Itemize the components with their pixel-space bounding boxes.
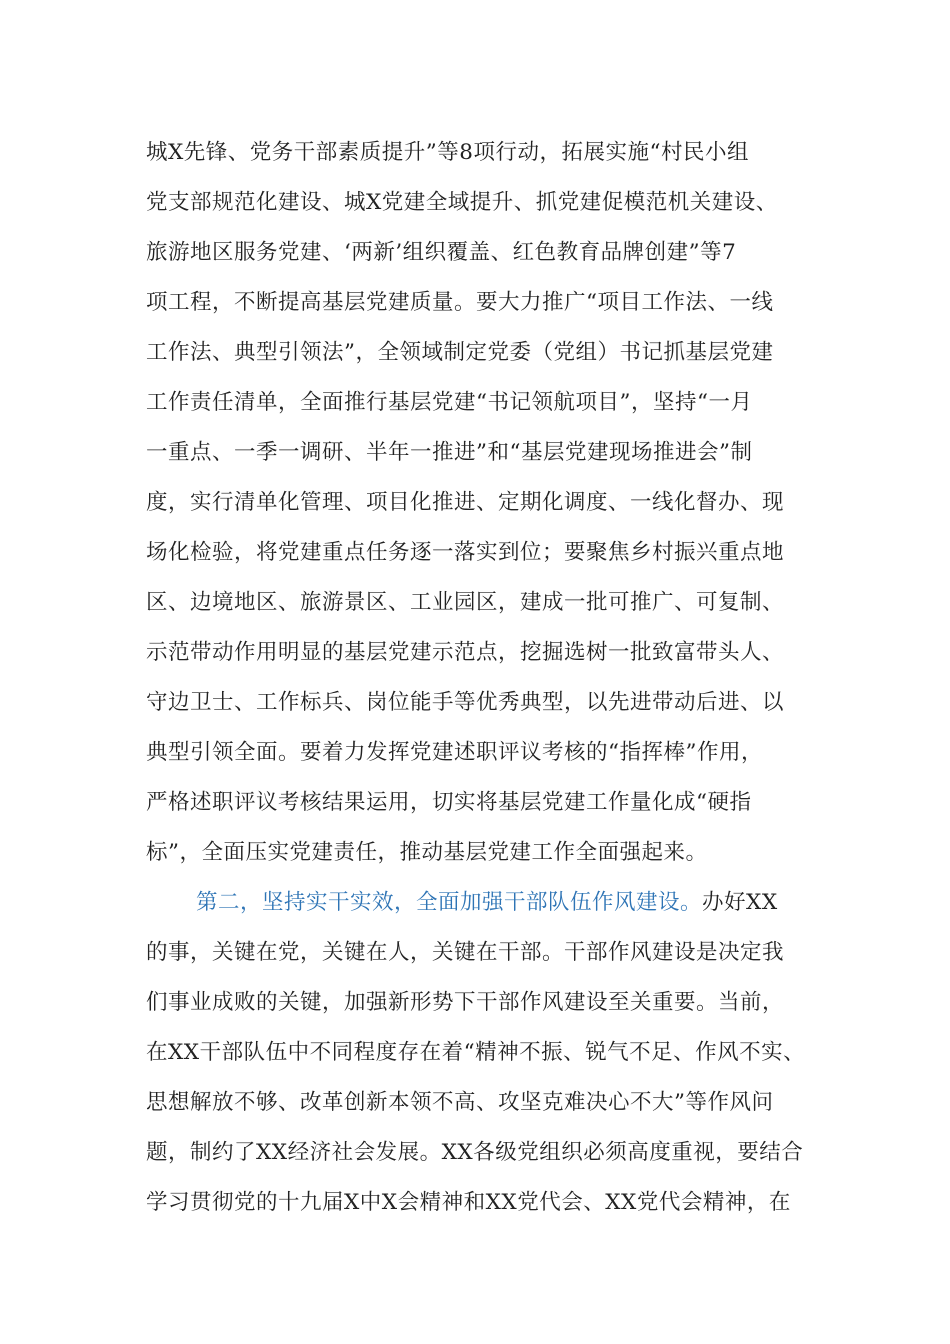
text-line: 思想解放不够、改革创新本领不高、攻坚克难决心不大”等作风问 [146,1090,774,1115]
heading-continuation: 办好XX [702,890,778,915]
text-line: 示范带动作用明显的基层党建示范点，挖掘选树一批致富带头人、 [146,640,785,665]
paragraph-1 [146,128,826,878]
section-heading: 第二，坚持实干实效，全面加强干部队伍作风建设。 [196,890,703,915]
text-line: 守边卫士、工作标兵、岗位能手等优秀典型，以先进带动后进、以 [146,690,785,715]
text-line: 城X先锋、党务干部素质提升”等8项行动，拓展实施“村民小组 [146,140,749,165]
text-line: 党支部规范化建设、城X党建全域提升、抓党建促模范机关建设、 [146,190,778,215]
text-line: 在XX干部队伍中不同程度存在着“精神不振、锐气不足、作风不实、 [146,1040,806,1065]
paragraph-2 [146,878,826,1228]
text-line: 区、边境地区、旅游景区、工业园区，建成一批可推广、可复制、 [146,590,785,615]
text-line: 的事，关键在党，关键在人，关键在干部。干部作风建设是决定我 [146,940,785,965]
text-line: 一重点、一季一调研、半年一推进”和“基层党建现场推进会”制 [146,440,753,465]
text-line: 严格述职评议考核结果运用，切实将基层党建工作量化成“硬指 [146,790,752,815]
document-body [146,128,826,1228]
text-line: 标”，全面压实党建责任，推动基层党建工作全面强起来。 [146,840,708,865]
text-line: 项工程，不断提高基层党建质量。要大力推广“项目工作法、一线 [146,290,774,315]
paragraph-first-line [146,878,826,928]
text-line: 工作责任清单，全面推行基层党建“书记领航项目”，坚持“一月 [146,390,753,415]
text-line: 度，实行清单化管理、项目化推进、定期化调度、一线化督办、现 [146,490,785,515]
text-line: 们事业成败的关键，加强新形势下干部作风建设至关重要。当前， [146,990,785,1015]
text-line: 旅游地区服务党建、‘两新’组织覆盖、红色教育品牌创建”等7 [146,240,737,265]
text-line: 学习贯彻党的十九届X中X会精神和XX党代会、XX党代会精神，在 [146,1190,791,1215]
text-line: 工作法、典型引领法”，全领域制定党委（党组）书记抓基层党建 [146,340,774,365]
text-line: 题，制约了XX经济社会发展。XX各级党组织必须高度重视，要结合 [146,1140,804,1165]
text-line: 场化检验，将党建重点任务逐一落实到位；要聚焦乡村振兴重点地 [146,540,785,565]
text-line: 典型引领全面。要着力发挥党建述职评议考核的“指挥棒”作用， [146,740,763,765]
